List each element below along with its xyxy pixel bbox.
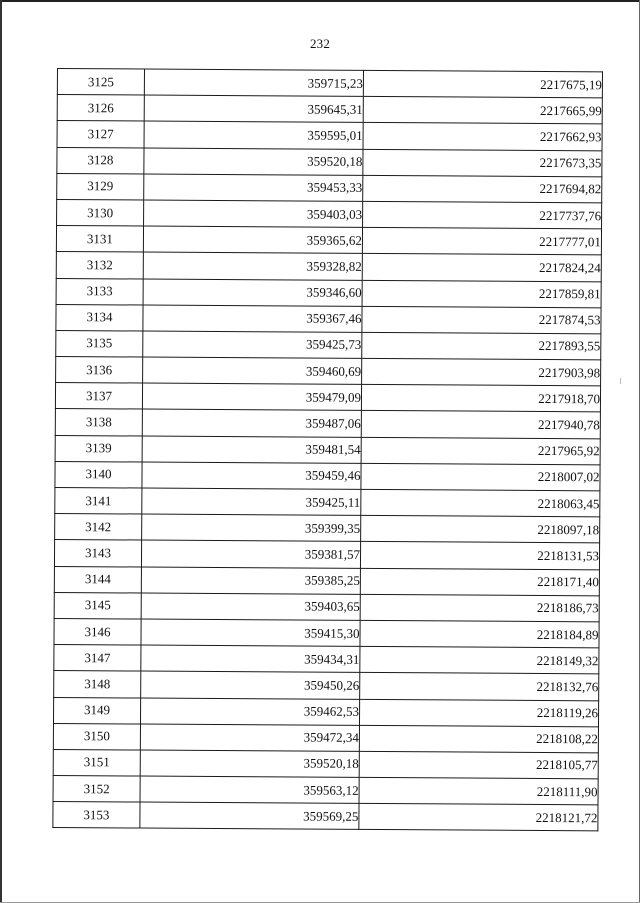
x-coordinate-cell: 359365,62 bbox=[143, 226, 362, 254]
y-coordinate-cell: 2217965,92 bbox=[361, 437, 600, 465]
y-coordinate-cell: 2218184,89 bbox=[360, 620, 599, 648]
point-id-cell: 3152 bbox=[53, 776, 140, 803]
scan-speck bbox=[620, 378, 621, 384]
point-id-cell: 3146 bbox=[54, 618, 141, 645]
point-id-cell: 3126 bbox=[57, 95, 144, 122]
table-row bbox=[57, 199, 602, 229]
table-row bbox=[54, 540, 599, 570]
table-row bbox=[53, 723, 598, 753]
point-id-cell: 3150 bbox=[53, 723, 140, 750]
table-row bbox=[54, 671, 599, 701]
point-id-cell: 3128 bbox=[57, 147, 144, 174]
table-row bbox=[53, 776, 598, 806]
x-coordinate-cell: 359415,30 bbox=[141, 619, 360, 647]
x-coordinate-cell: 359328,82 bbox=[143, 252, 362, 280]
y-coordinate-cell: 2217859,81 bbox=[362, 280, 601, 308]
y-coordinate-cell: 2217874,53 bbox=[362, 306, 601, 334]
table-row bbox=[53, 697, 598, 727]
y-coordinate-cell: 2217694,82 bbox=[363, 175, 602, 203]
x-coordinate-cell: 359645,31 bbox=[144, 95, 363, 123]
y-coordinate-cell: 2218131,53 bbox=[360, 542, 599, 570]
x-coordinate-cell: 359459,46 bbox=[142, 462, 361, 490]
table-row bbox=[53, 749, 598, 779]
x-coordinate-cell: 359367,46 bbox=[143, 305, 362, 333]
coordinates-table-body bbox=[53, 69, 603, 832]
table-row bbox=[54, 566, 599, 596]
table-row bbox=[57, 173, 602, 203]
x-coordinate-cell: 359563,12 bbox=[140, 776, 359, 804]
point-id-cell: 3131 bbox=[56, 226, 143, 253]
point-id-cell: 3148 bbox=[54, 671, 141, 698]
y-coordinate-cell: 2218119,26 bbox=[359, 699, 598, 727]
x-coordinate-cell: 359520,18 bbox=[140, 750, 359, 778]
point-id-cell: 3145 bbox=[54, 592, 141, 619]
point-id-cell: 3130 bbox=[57, 199, 144, 226]
x-coordinate-cell: 359403,03 bbox=[144, 200, 363, 228]
y-coordinate-cell: 2217893,55 bbox=[362, 332, 601, 360]
x-coordinate-cell: 359346,60 bbox=[143, 279, 362, 307]
table-row bbox=[55, 487, 600, 517]
table-row bbox=[56, 330, 601, 360]
point-id-cell: 3149 bbox=[53, 697, 140, 724]
table-row bbox=[54, 592, 599, 622]
point-id-cell: 3129 bbox=[57, 173, 144, 200]
x-coordinate-cell: 359403,65 bbox=[141, 593, 360, 621]
table-row bbox=[55, 435, 600, 465]
scan-edge-top bbox=[0, 0, 640, 2]
y-coordinate-cell: 2217662,93 bbox=[363, 123, 602, 151]
table-row bbox=[55, 461, 600, 491]
y-coordinate-cell: 2218132,76 bbox=[360, 673, 599, 701]
y-coordinate-cell: 2218105,77 bbox=[359, 751, 598, 779]
table-row bbox=[54, 618, 599, 648]
y-coordinate-cell: 2218063,45 bbox=[361, 489, 600, 517]
point-id-cell: 3143 bbox=[54, 540, 141, 567]
x-coordinate-cell: 359481,54 bbox=[142, 436, 361, 464]
point-id-cell: 3153 bbox=[53, 802, 140, 829]
y-coordinate-cell: 2218097,18 bbox=[361, 516, 600, 544]
table-row bbox=[56, 252, 601, 282]
point-id-cell: 3133 bbox=[56, 278, 143, 305]
y-coordinate-cell: 2217665,99 bbox=[363, 97, 602, 125]
point-id-cell: 3134 bbox=[56, 304, 143, 331]
x-coordinate-cell: 359399,35 bbox=[142, 514, 361, 542]
y-coordinate-cell: 2217940,78 bbox=[361, 411, 600, 439]
point-id-cell: 3138 bbox=[55, 409, 142, 436]
point-id-cell: 3151 bbox=[53, 749, 140, 776]
y-coordinate-cell: 2217673,35 bbox=[363, 149, 602, 177]
x-coordinate-cell: 359385,25 bbox=[141, 567, 360, 595]
x-coordinate-cell: 359487,06 bbox=[142, 409, 361, 437]
y-coordinate-cell: 2218108,22 bbox=[359, 725, 598, 753]
table-row bbox=[57, 121, 602, 151]
x-coordinate-cell: 359425,73 bbox=[143, 331, 362, 359]
x-coordinate-cell: 359479,09 bbox=[142, 383, 361, 411]
y-coordinate-cell: 2217824,24 bbox=[362, 254, 601, 282]
y-coordinate-cell: 2217737,76 bbox=[363, 201, 602, 229]
y-coordinate-cell: 2218007,02 bbox=[361, 463, 600, 491]
table-row bbox=[54, 645, 599, 675]
x-coordinate-cell: 359462,53 bbox=[140, 698, 359, 726]
y-coordinate-cell: 2218149,32 bbox=[360, 646, 599, 674]
table-row bbox=[55, 383, 600, 413]
y-coordinate-cell: 2218186,73 bbox=[360, 594, 599, 622]
x-coordinate-cell: 359453,33 bbox=[144, 174, 363, 202]
point-id-cell: 3125 bbox=[57, 69, 144, 96]
table-row bbox=[56, 357, 601, 387]
page-number: 232 bbox=[309, 36, 331, 51]
y-coordinate-cell: 2218171,40 bbox=[360, 568, 599, 596]
x-coordinate-cell: 359381,57 bbox=[141, 540, 360, 568]
x-coordinate-cell: 359425,11 bbox=[142, 488, 361, 516]
point-id-cell: 3140 bbox=[55, 461, 142, 488]
table-row bbox=[57, 147, 602, 177]
point-id-cell: 3141 bbox=[55, 487, 142, 514]
coordinates-table bbox=[52, 68, 603, 832]
x-coordinate-cell: 359472,34 bbox=[140, 724, 359, 752]
x-coordinate-cell: 359450,26 bbox=[141, 671, 360, 699]
point-id-cell: 3127 bbox=[57, 121, 144, 148]
point-id-cell: 3135 bbox=[56, 330, 143, 357]
x-coordinate-cell: 359569,25 bbox=[140, 802, 359, 830]
table-row bbox=[55, 514, 600, 544]
point-id-cell: 3144 bbox=[54, 566, 141, 593]
point-id-cell: 3132 bbox=[56, 252, 143, 279]
x-coordinate-cell: 359520,18 bbox=[144, 148, 363, 176]
y-coordinate-cell: 2217918,70 bbox=[361, 385, 600, 413]
point-id-cell: 3139 bbox=[55, 435, 142, 462]
point-id-cell: 3137 bbox=[55, 383, 142, 410]
table-row bbox=[53, 802, 598, 832]
y-coordinate-cell: 2218111,90 bbox=[359, 777, 598, 805]
table-row bbox=[55, 409, 600, 439]
x-coordinate-cell: 359460,69 bbox=[143, 357, 362, 385]
x-coordinate-cell: 359715,23 bbox=[144, 69, 363, 97]
table-row bbox=[57, 69, 602, 99]
y-coordinate-cell: 2218121,72 bbox=[359, 804, 598, 832]
table-row bbox=[56, 278, 601, 308]
y-coordinate-cell: 2217777,01 bbox=[362, 227, 601, 255]
y-coordinate-cell: 2217675,19 bbox=[363, 70, 602, 98]
x-coordinate-cell: 359434,31 bbox=[141, 645, 360, 673]
point-id-cell: 3136 bbox=[56, 357, 143, 384]
point-id-cell: 3142 bbox=[55, 514, 142, 541]
y-coordinate-cell: 2217903,98 bbox=[362, 358, 601, 386]
table-row bbox=[57, 95, 602, 125]
table-row bbox=[56, 226, 601, 256]
x-coordinate-cell: 359595,01 bbox=[144, 121, 363, 149]
table-row bbox=[56, 304, 601, 334]
scan-edge-left bbox=[0, 0, 2, 903]
point-id-cell: 3147 bbox=[54, 645, 141, 672]
